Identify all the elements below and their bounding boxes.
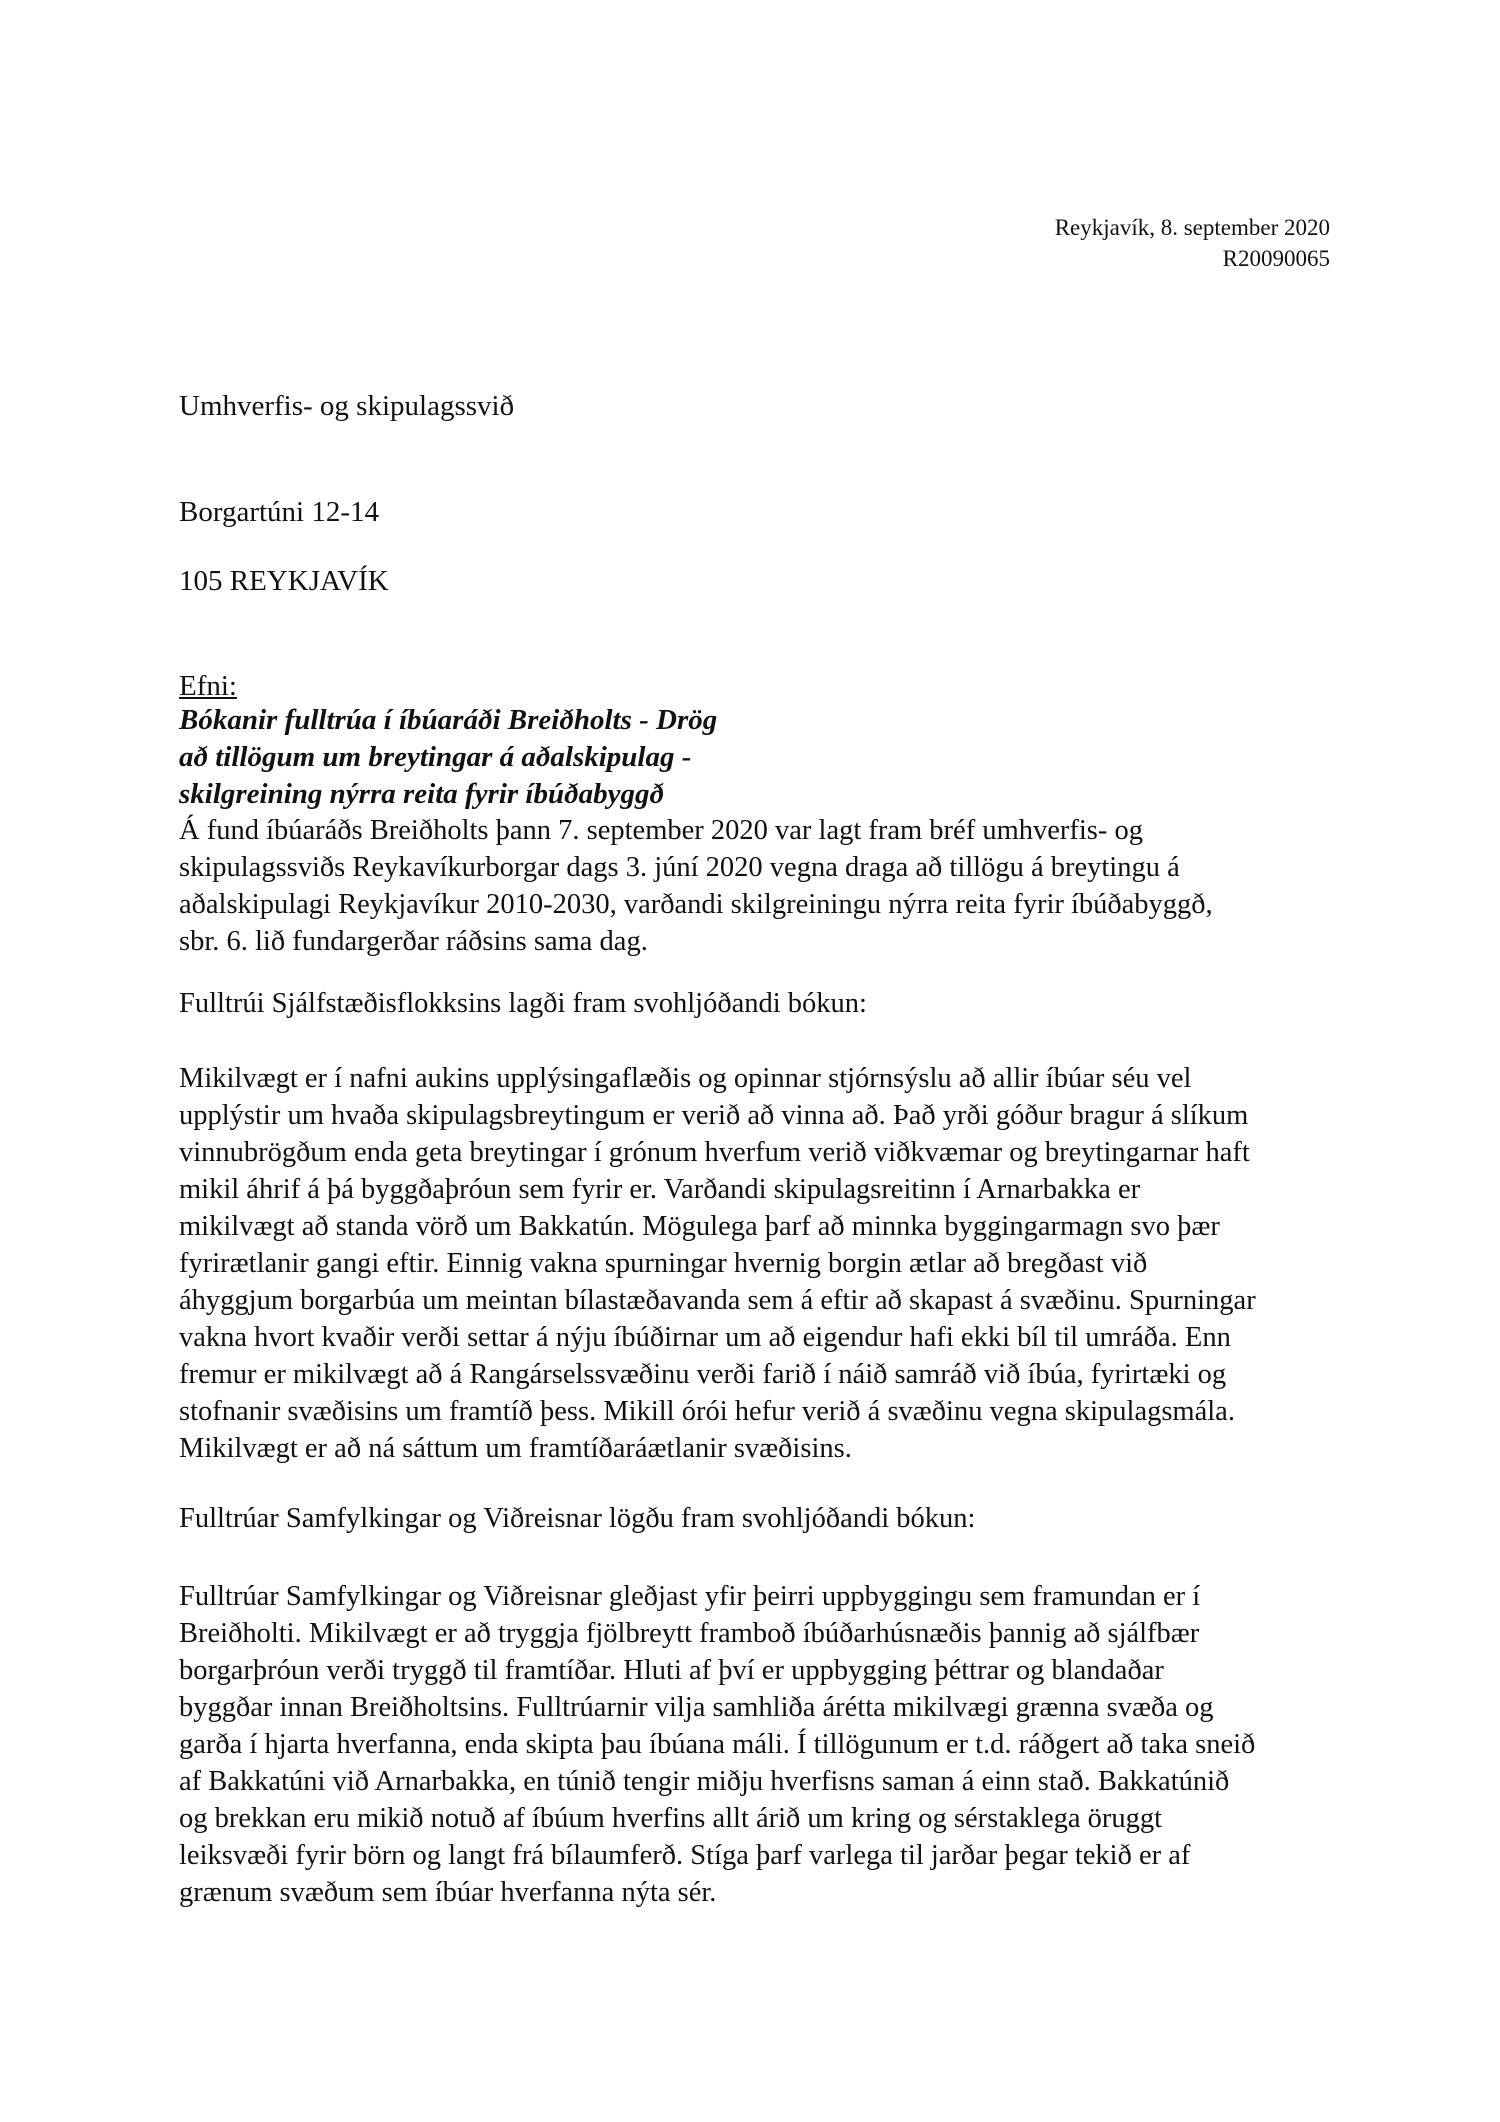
paragraph-line: áhyggjum borgarbúa um meintan bílastæðavanda sem á eftir að skapast á svæðinu. Spurningar	[179, 1285, 1256, 1316]
subject-title-line: skilgreining nýrra reita fyrir íbúðabyggð	[179, 778, 664, 810]
paragraph-line: vakna hvort kvaðir verði settar á nýju íbúðirnar um að eigendur hafi ekki bíl til umráða. Enn	[179, 1322, 1231, 1353]
statement2-heading	[179, 1500, 1339, 1537]
intro-paragraph	[179, 812, 1339, 960]
paragraph-line: Mikilvægt er að ná sáttum um framtíðaráætlanir svæðisins.	[179, 1433, 852, 1464]
paragraph-line: sbr. 6. lið fundargerðar ráðsins sama dag.	[179, 926, 648, 957]
statement2-body	[179, 1578, 1339, 1911]
paragraph-line: aðalskipulagi Reykjavíkur 2010-2030, varðandi skilgreiningu nýrra reita fyrir íbúðabyggð,	[179, 889, 1213, 920]
reference-number: R20090065	[1222, 246, 1330, 271]
paragraph-line: upplýstir um hvaða skipulagsbreytingum er verið að vinna að. Það yrði góður bragur á slíkum	[179, 1100, 1249, 1131]
paragraph-line: fyrirætlanir gangi eftir. Einnig vakna spurningar hvernig borgin ætlar að bregðast við	[179, 1248, 1148, 1279]
statement1-body	[179, 1060, 1339, 1467]
paragraph-line: Á fund íbúaráðs Breiðholts þann 7. september 2020 var lagt fram bréf umhverfis- og	[179, 815, 1143, 846]
paragraph-line: Fulltrúar Samfylkingar og Viðreisnar gleðjast yfir þeirri uppbyggingu sem framundan er í	[179, 1581, 1201, 1612]
subject-label: Efni:	[179, 670, 237, 702]
heading-text: Fulltrúar Samfylkingar og Viðreisnar lögðu fram svohljóðandi bókun:	[179, 1503, 976, 1534]
paragraph-line: skipulagssviðs Reykavíkurborgar dags 3. júní 2020 vegna draga að tillögu á breytingu á	[179, 852, 1180, 883]
paragraph-line: fremur er mikilvægt að á Rangárselssvæðinu verði farið í náið samráð við íbúa, fyrirtæki og	[179, 1359, 1227, 1390]
statement1-heading	[179, 985, 1339, 1022]
subject-title-line: Bókanir fulltrúa í íbúaráði Breiðholts - Drög	[179, 704, 718, 736]
paragraph-line: grænum svæðum sem íbúar hverfanna nýta sér.	[179, 1877, 717, 1908]
paragraph-line: vinnubrögðum enda geta breytingar í grónum hverfum verið viðkvæmar og breytingarnar haft	[179, 1137, 1250, 1168]
heading-text: Fulltrúi Sjálfstæðisflokksins lagði fram svohljóðandi bókun:	[179, 988, 867, 1019]
paragraph-line: Breiðholti. Mikilvægt er að tryggja fjölbreytt framboð íbúðarhúsnæðis þannig að sjálfbær	[179, 1618, 1200, 1649]
paragraph-line: borgarþróun verði tryggð til framtíðar. Hluti af því er uppbygging þéttrar og blandaðar	[179, 1655, 1164, 1686]
subject-title	[179, 702, 859, 813]
letter-date: Reykjavík, 8. september 2020	[1054, 215, 1330, 240]
paragraph-line: og brekkan eru mikið notuð af íbúum hverfins allt árið um kring og sérstaklega öruggt	[179, 1803, 1163, 1834]
paragraph-line: mikil áhrif á þá byggðaþróun sem fyrir er. Varðandi skipulagsreitinn í Arnarbakka er	[179, 1174, 1141, 1205]
paragraph-line: byggðar innan Breiðholtsins. Fulltrúarnir vilja samhliða árétta mikilvægi grænna svæða og	[179, 1692, 1214, 1723]
subject-title-line: að tillögum um breytingar á aðalskipulag -	[179, 741, 692, 773]
letter-header	[1055, 212, 1330, 274]
paragraph-line: stofnanir svæðisins um framtíð þess. Mikill órói hefur verið á svæðinu vegna skipulagsmála.	[179, 1396, 1235, 1427]
recipient-street: Borgartúni 12-14	[179, 496, 380, 528]
paragraph-line: garða í hjarta hverfanna, enda skipta þau íbúana máli. Í tillögunum er t.d. ráðgert að taka sneið	[179, 1729, 1256, 1760]
paragraph-line: Mikilvægt er í nafni aukins upplýsingaflæðis og opinnar stjórnsýslu að allir íbúar séu vel	[179, 1063, 1192, 1094]
paragraph-line: af Bakkatúni við Arnarbakka, en túnið tengir miðju hverfisns saman á einn stað. Bakkatúnið	[179, 1766, 1230, 1797]
paragraph-line: mikilvægt að standa vörð um Bakkatún. Mögulega þarf að minnka byggingarmagn svo þær	[179, 1211, 1220, 1242]
recipient-name: Umhverfis- og skipulagssvið	[179, 390, 515, 422]
recipient-city: 105 REYKJAVÍK	[179, 565, 389, 597]
paragraph-line: leiksvæði fyrir börn og langt frá bílaumferð. Stíga þarf varlega til jarðar þegar tekið er af	[179, 1840, 1191, 1871]
